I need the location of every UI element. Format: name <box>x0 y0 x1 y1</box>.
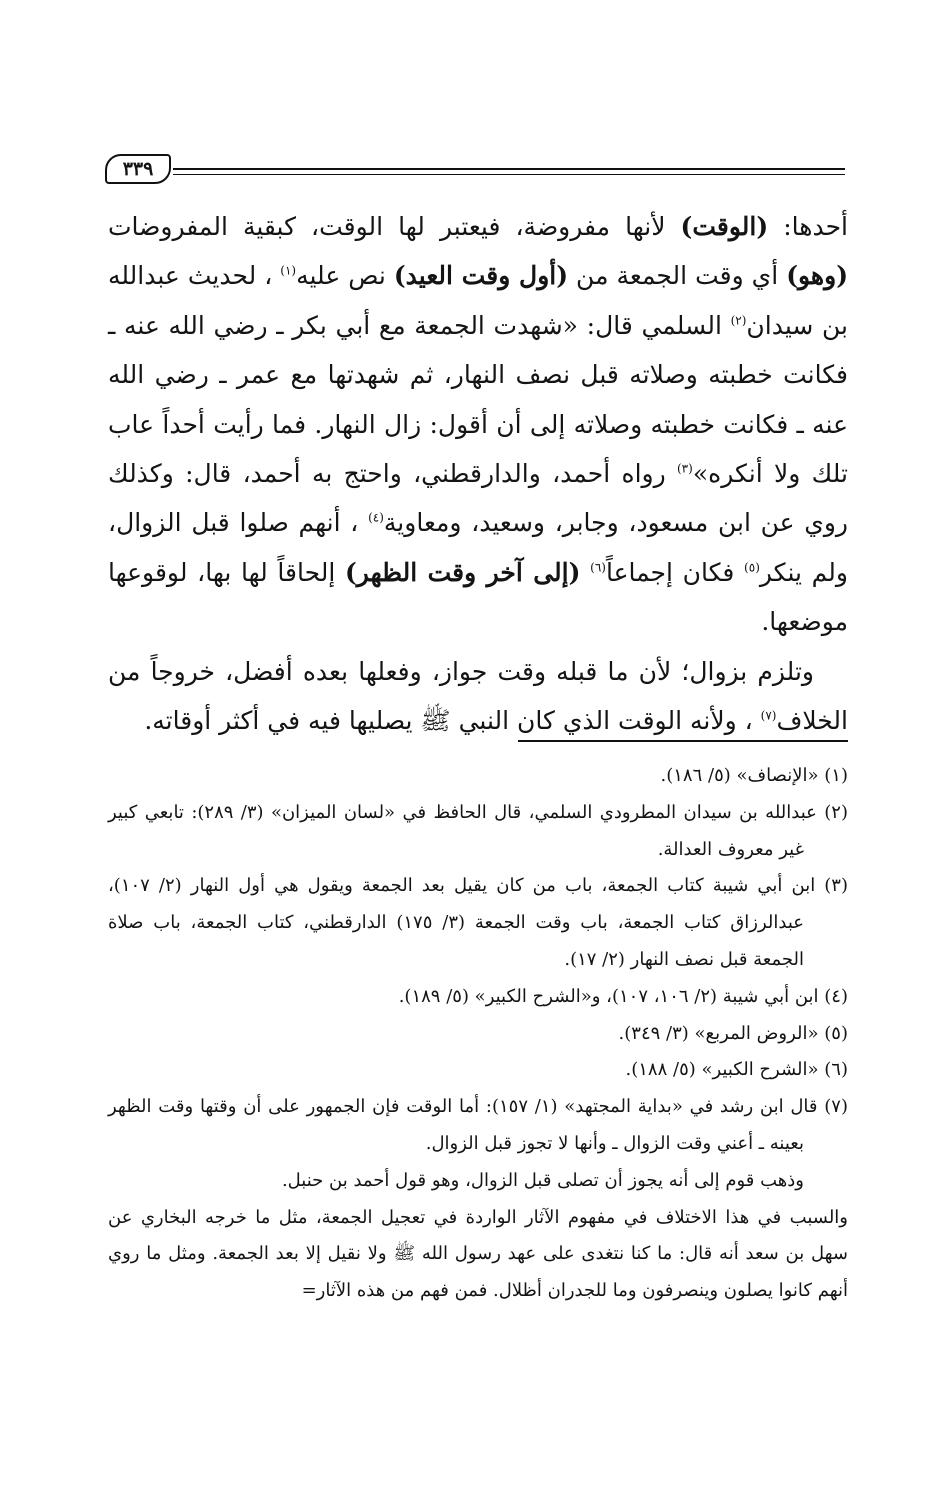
text-run <box>580 558 590 587</box>
page-number: ٣٣٩ <box>105 154 171 184</box>
text-run: رواه أحمد، والدارقطني، واحتج به أحمد، قال: وكذلك روي عن ابن مسعود، وجابر، وسعيد، ومعاوية <box>108 459 848 538</box>
footnote-7: (٧) قال ابن رشد في «بداية المجتهد» (١/ ١٥٧): أما الوقت فإن الجمهور على أن وقتها وقت الظهر بعينه ـ أعني وقت الزوال ـ وأنها لا تجوز قبل الزوال. <box>108 1096 848 1154</box>
main-text <box>108 202 848 745</box>
paragraph-2 <box>108 647 848 746</box>
footnote-5: (٥) «الروض المربع» (٣/ ٣٤٩). <box>618 1022 848 1044</box>
text-run: فكان إجماعاً <box>605 557 745 587</box>
page-header <box>105 152 845 192</box>
text-run: نص عليه <box>296 261 394 291</box>
text-run: السلمي قال: «شهدت الجمعة مع أبي بكر ـ رضي الله عنه ـ فكانت خطبته وصلاته قبل نصف النهار، ثم شهدتها مع عمر ـ رضي الله عنه ـ فكانت خطبته وصلاته إلى أن أقول: زال النهار. فما رأيت أحداً عاب تلك ولا أنكره» <box>108 310 848 489</box>
text-run: أي وقت الجمعة من <box>568 261 787 291</box>
footnote-1: (١) «الإنصاف» (٥/ ١٨٦). <box>660 765 848 786</box>
text-run: لأنها مفروضة، فيعتبر لها الوقت، كبقية المفروضات <box>108 212 681 241</box>
footnote-3: (٣) ابن أبي شيبة كتاب الجمعة، باب من كان يقيل بعد الجمعة ويقول هي أول النهار (٢/ ١٠٧)، عبدالرزاق كتاب الجمعة، باب وقت الجمعة (٣/ ١٧٥) الدارقطني، كتاب الجمعة، باب صلاة الجمعة قبل نصف النهار (٢/ ١٧). <box>108 875 848 970</box>
text-run: ، لحديث عبدالله بن سيدان <box>108 261 848 340</box>
footnote-6: (٦) «الشرح الكبير» (٥/ ١٨٨). <box>625 1059 848 1081</box>
footnote-2: (٢) عبدالله بن سيدان المطرودي السلمي، قال الحافظ في «لسان الميزان» (٣/ ٢٨٩): تابعي كبير غير معروف العدالة. <box>108 801 848 860</box>
text-run: ، أنهم صلوا قبل الزوال، ولم ينكر <box>108 508 848 587</box>
header-rule-thin <box>173 174 845 175</box>
footnote-ref[interactable]: (٥) <box>744 560 760 575</box>
text-run: أحدها: <box>768 212 848 241</box>
matn-term: (إلى آخر وقت الظهر) <box>344 557 581 587</box>
matn-term: (وهو) <box>786 261 849 291</box>
text-run: إلحاقاً لها بها، لوقوعها موضعها. <box>108 557 848 637</box>
paragraph-1 <box>108 202 848 647</box>
footnote-7-continuation-2: والسبب في هذا الاختلاف في مفهوم الآثار الواردة في تعجيل الجمعة، مثل ما خرجه البخاري عن سهل بن سعد أنه قال: ما كنا نتغدى على عهد رسول الله ﷺ ولا نقيل إلا بعد الجمعة. ومثل ما روي أنهم كانوا يصلون وينصرفون وما للجدران أظلال. فمن فهم من هذه الآثار= <box>108 1206 848 1302</box>
footnote-ref[interactable]: (٦) <box>590 560 606 575</box>
footnote-ref[interactable]: (١) <box>280 264 297 279</box>
footnote-7-continuation: وذهب قوم إلى أنه يجوز أن تصلى قبل الزوال، وهو قول أحمد بن حنبل. <box>281 1169 804 1191</box>
footnote-separator <box>518 740 848 742</box>
matn-term: (الوقت) <box>680 212 769 241</box>
text-run: ، ولأنه الوقت الذي كان النبي ﷺ يصليها فيه في أكثر أوقاته. <box>144 706 761 736</box>
text-run: وتلزم بزوال؛ لأن ما قبله وقت جواز، وفعلها بعده أفضل، خروجاً من الخلاف <box>108 656 848 736</box>
footnote-4: (٤) ابن أبي شيبة (٢/ ١٠٦، ١٠٧)، و«الشرح الكبير» (٥/ ١٨٩). <box>398 985 848 1007</box>
footnotes <box>108 758 848 1310</box>
header-rule <box>173 168 845 170</box>
footnote-ref[interactable]: (٤) <box>368 511 384 526</box>
footnote-ref[interactable]: (٣) <box>676 461 693 476</box>
matn-term: (أول وقت العيد) <box>393 261 569 291</box>
footnote-ref[interactable]: (٧) <box>760 708 777 723</box>
footnote-ref[interactable]: (٢) <box>730 313 747 328</box>
